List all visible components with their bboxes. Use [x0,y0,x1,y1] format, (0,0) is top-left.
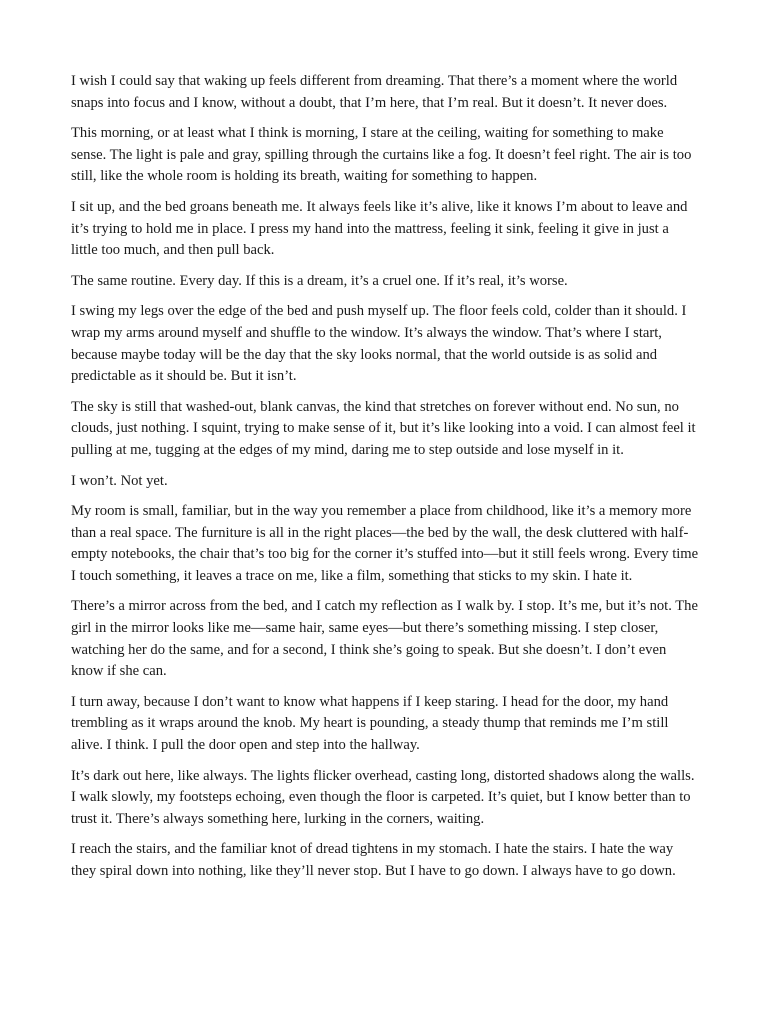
paragraph-5: I swing my legs over the edge of the bed and push myself up. The floor feels cold, colder than it should. I wrap my arms around myself and shuffle to the window. It’s always the window. That’s where I start, because maybe today will be the day that the sky looks normal, that the world outside is as solid and predictable as it should be. But it isn’t. [71,303,687,385]
paragraph-12: I reach the stairs, and the familiar knot of dread tightens in my stomach. I hate the stairs. I hate the way they spiral down into nothing, like they’ll never stop. But I have to go down. I always have to go down. [71,841,676,879]
paragraph-8: My room is small, familiar, but in the way you remember a place from childhood, like it’s a memory more than a real space. The furniture is all in the right places—the bed by the wall, the desk cluttered with half-empty notebooks, the chair that’s too big for the corner it’s stuffed into—but it still feels wrong. Every time I touch something, it leaves a trace on me, like a film, something that sticks to my skin. I hate it. [71,503,699,584]
paragraph-1: I wish I could say that waking up feels different from dreaming. That there’s a moment where the world snaps into focus and I know, without a doubt, that I’m here, that I’m real. But it doesn’t. It never does. [71,73,678,111]
paragraph-4: The same routine. Every day. If this is a dream, it’s a cruel one. If it’s real, it’s worse. [71,272,568,289]
paragraph-9: There’s a mirror across from the bed, and I catch my reflection as I walk by. I stop. It’s me, but it’s not. The girl in the mirror looks like me—same hair, same eyes—but there’s something missing. I step closer, watching her do the same, and for a second, I think she’s going to speak. But she doesn’t. I don’t even know if she can. [71,598,698,680]
paragraph-11: It’s dark out here, like always. The lights flicker overhead, casting long, distorted shadows along the walls. I walk slowly, my footsteps echoing, even though the floor is carpeted. It’s quiet, but I know better than to trust it. There’s always something here, lurking in the corners, waiting. [71,767,695,827]
paragraph-7: I won’t. Not yet. [71,472,168,489]
document-body [71,71,699,892]
paragraph-2: This morning, or at least what I think is morning, I stare at the ceiling, waiting for something to make sense. The light is pale and gray, spilling through the curtains like a fog. It doesn’t feel right. The air is too still, like the whole room is holding its breath, waiting for something to happen. [71,125,692,185]
paragraph-3: I sit up, and the bed groans beneath me. It always feels like it’s alive, like it knows I’m about to leave and it’s trying to hold me in place. I press my hand into the mattress, feeling it sink, feeling it give in just a little too much, and then pull back. [71,198,688,259]
paragraph-6: The sky is still that washed-out, blank canvas, the kind that stretches on forever without end. No sun, no clouds, just nothing. I squint, trying to make sense of it, but it’s like looking into a void. I can almost feel it pulling at me, tugging at the edges of my mind, daring me to step outside and lose myself in it. [71,398,696,458]
paragraph-10: I turn away, because I don’t want to know what happens if I keep staring. I head for the door, my hand trembling as it wraps around the knob. My heart is pounding, a steady thump that reminds me I’m still alive. I think. I pull the door open and step into the hallway. [71,693,669,754]
